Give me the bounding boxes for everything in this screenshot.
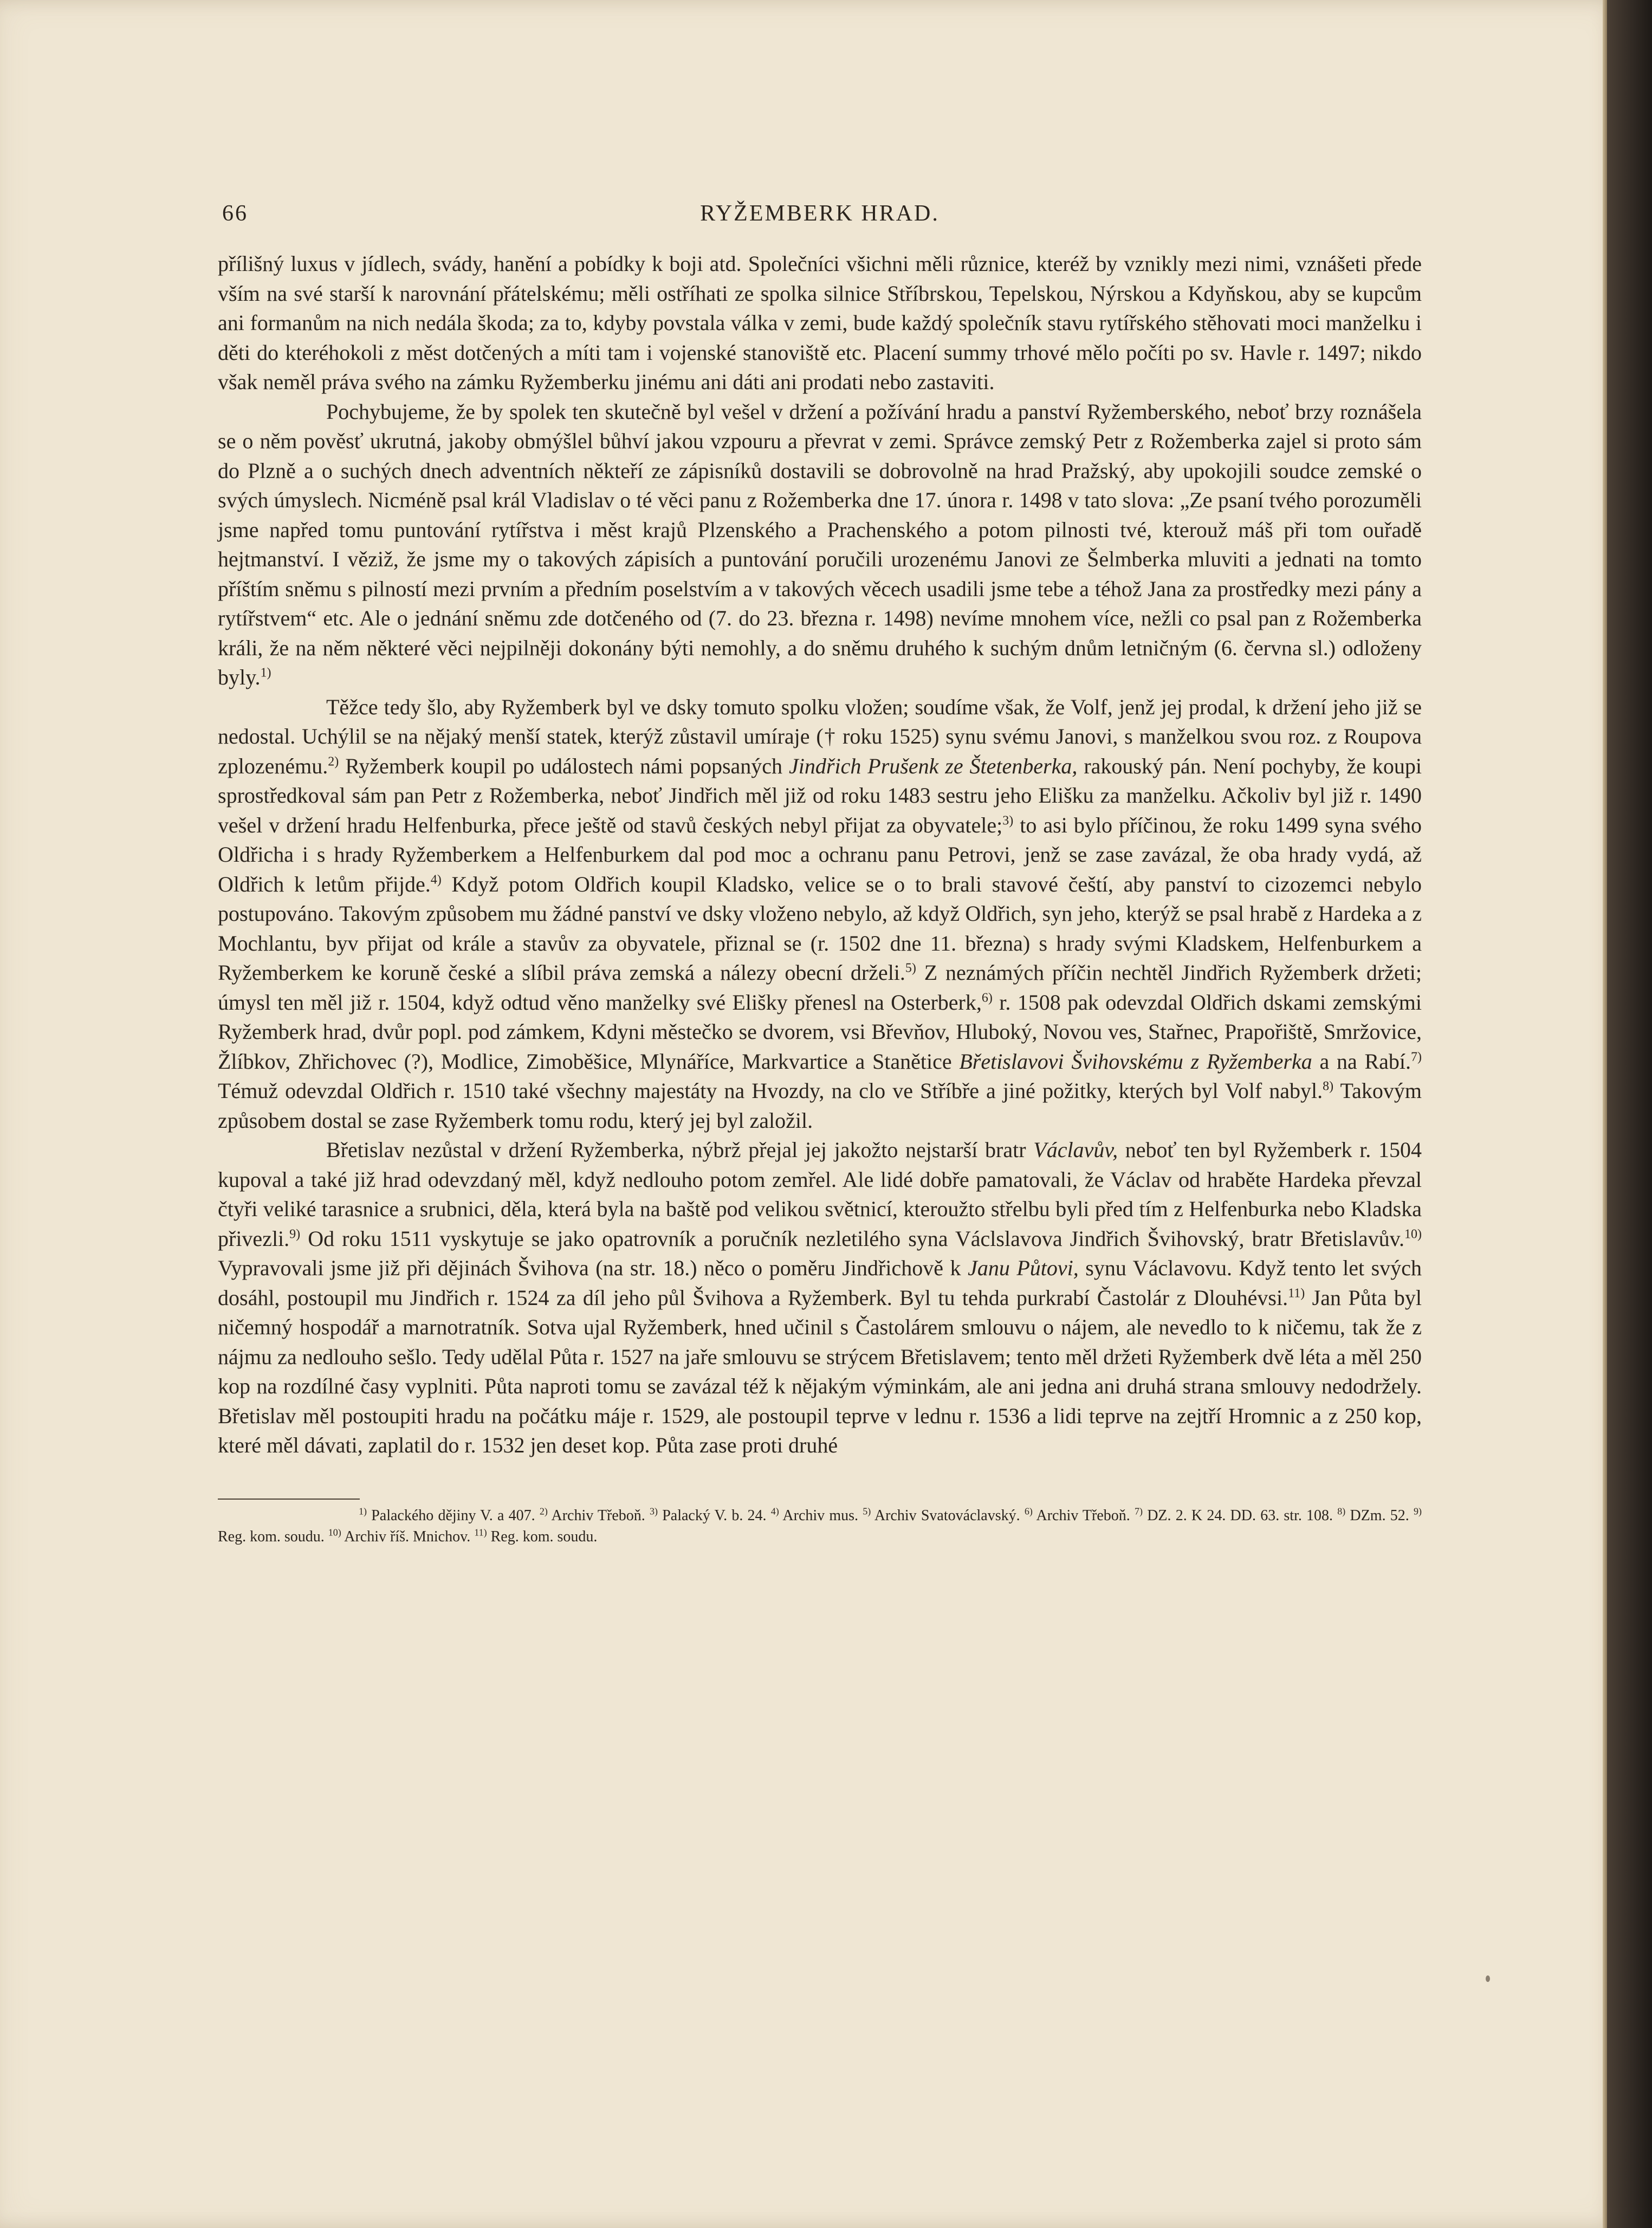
footnote-ref: 10) [1404, 1227, 1422, 1242]
footnote-number: 6) [1024, 1506, 1033, 1517]
text-run: a na Rabí. [1312, 1049, 1411, 1074]
text-run: to asi bylo příčinou, že roku 1499 syna svého Oldřicha i s hrady Ryžemberkem a Helfenburkem dal pod moc a ochranu panu Petrovi, jenž se zase zavázal, že oba hrady vydá, až Oldřich k letům přijde. [218, 812, 1422, 896]
text-run: Témuž odevzdal Oldřich r. 1510 také všechny majestáty na Hvozdy, na clo ve Stříbře a jiné požitky, kterých byl Volf nabyl. [218, 1079, 1323, 1103]
footnote-number: 1) [359, 1506, 367, 1517]
footnote [359, 1507, 540, 1524]
footnote-ref: 9) [289, 1227, 301, 1242]
footnote [474, 1528, 597, 1545]
italic-name: Václavův, [1033, 1138, 1118, 1162]
footnote [771, 1507, 863, 1524]
footnotes [218, 1505, 1422, 1547]
footnote [1337, 1507, 1414, 1524]
page-edge [1603, 0, 1607, 2228]
italic-name: Jindřich Prušenk ze Štetenberka, [789, 753, 1078, 778]
footnote-ref: 5) [905, 961, 916, 976]
footnote-ref: 11) [1288, 1286, 1305, 1301]
footnote-number: 3) [649, 1506, 658, 1517]
footnote-number: 9) [1413, 1506, 1422, 1517]
footnote-number: 8) [1337, 1506, 1346, 1517]
footnote [540, 1507, 650, 1524]
text-run: Od roku 1511 vyskytuje se jako opatrovník a poručník nezletilého syna Václslavova Jindřich Švihovský, bratr Břetislavův. [300, 1226, 1404, 1251]
footnote-number: 5) [863, 1506, 871, 1517]
footnote [650, 1507, 771, 1524]
text-run: Pochybujeme, že by spolek ten skutečně byl vešel v držení a požívání hradu a panství Ryžemberského, neboť brzy roznášela se o něm pověsť ukrutná, jakoby obmýšlel bůhví jakou vzpouru a převrat v zemi. Správce zemský Petr z Rožemberka zajel si proto sám do Plzně a o suchých dnech adventních někteří ze zápisníků dostavili se dobrovolně na hrad Pražský, aby upokojili soudce zemské o svých úmyslech. Nicméně psal král Vladislav o té věci panu z Rožemberka dne 17. února r. 1498 v tato slova: „Ze psaní tvého porozuměli jsme napřed tomu puntování rytířstva i měst krajů Plzenského a Prachenského a potom pilnosti tvé, kterouž máš při tom ouřadě hejtmanství. I věziž, že jsme my o takových zápisích a puntování poručili urozenému Janovi ze Šelmberka mluviti a jednati na tomto příštím sněmu s pilností mezi prvním a předním poselstvím a v takových věcech usadili jsme tebe a téhož Jana za prostředky mezi pány a rytířstvem“ etc. Ale o jednání sněmu zde dotčeného od (7. do 23. března r. 1498) nevíme mnohem více, nežli co psal pan z Rožemberka králi, že na něm některé věci nejpilněji dokonány býti nemohly, a do sněmu druhého k suchým dnům letničným (6. června sl.) odloženy byly. [218, 399, 1422, 689]
text-run: přílišný luxus v jídlech, svády, hanění a pobídky k boji atd. Společníci všichni měli různice, kteréž by vznikly mezi nimi, vznášeti přede vším na své starší k narovnání přátelskému; měli ostříhati ze spolka silnice Stříbrskou, Tepelskou, Nýrskou a Kdyňskou, aby se kupcům ani formanům na nich nedála škoda; za to, kdyby povstala válka v zemi, bude každý společník stavu rytířského stěhovati moci manželku i děti do kteréhokoli z měst dotčených a míti tam i vojenské stanoviště etc. Placení summy trhové mělo počíti po sv. Havle r. 1497; nikdo však neměl práva svého na zámku Ryžemberku jinému ani dáti ani prodati nebo zastaviti. [218, 251, 1422, 394]
text-run: Břetislav nezůstal v držení Ryžemberka, nýbrž přejal jej jakožto nejstarší bratr [326, 1138, 1034, 1162]
footnote-ref: 8) [1323, 1079, 1334, 1094]
footnote-text: DZ. 2. K 24. DD. 63. str. 108. [1142, 1507, 1338, 1524]
page-content [218, 201, 1422, 1547]
footnote-ref: 1) [260, 666, 271, 680]
italic-name: Janu Půtovi, [968, 1256, 1079, 1280]
text-run: Vypravovali jsme již při dějinách Švihova (na str. 18.) něco o poměru Jindřichově k [218, 1256, 968, 1280]
footnote-text: Archiv říš. Mnichov. [341, 1528, 475, 1545]
page-shadow [1607, 0, 1652, 2228]
footnote-number: 2) [539, 1506, 548, 1517]
paragraph [218, 249, 1422, 397]
paragraph [218, 1135, 1422, 1461]
footnote-text: Archiv Třeboň. [547, 1507, 650, 1524]
footnote [328, 1528, 475, 1545]
text-run: Z neznámých příčin nechtěl Jindřich Ryžemberk držeti; úmysl ten měl již r. 1504, když odtud věno manželky své Elišky přenesl na Osterberk, [218, 960, 1422, 1015]
text-run: Jan Půta byl ničemný hospodář a marnotratník. Sotva ujal Ryžemberk, hned učinil s Častolárem smlouvu o nájem, ale nevedlo to k ničemu, tak že z nájmu za nedlouho sešlo. Tedy udělal Půta r. 1527 na jaře smlouvu se strýcem Břetislavem; tento měl držeti Ryžemberk dvě léta a měl 250 kop na rozdílné časy vyplniti. Půta naproti tomu se zavázal též k nějakým výminkám, ale ani jedna ani druhá strana smlouvy nedodržely. Břetislav měl postoupiti hradu na počátku máje r. 1529, ale postoupil teprve v lednu r. 1536 a lidi teprve na zejtří Hromnic a z 250 kop, které měl dávati, zaplatil do r. 1532 jen deset kop. Půta zase proti druhé [218, 1285, 1422, 1457]
footnote-text: DZm. 52. [1345, 1507, 1414, 1524]
footnote-text: Archiv mus. [779, 1507, 863, 1524]
footnote [1025, 1507, 1135, 1524]
footnote [1135, 1507, 1337, 1524]
paragraph [218, 693, 1422, 1136]
footnote-number: 11) [474, 1527, 487, 1538]
footnote-text: Reg. kom. soudu. [218, 1528, 328, 1545]
footnote-number: 4) [770, 1506, 779, 1517]
text-run: Těžce tedy šlo, aby Ryžemberk byl ve dsky tomuto spolku vložen; soudíme však, že Volf, jenž jej prodal, k držení jeho již se nedostal. Uchýlil se na nějaký menší statek, kterýž zůstavil umíraje († roku 1525) synu svému Janovi, s manželkou svou roz. z Roupova zplozenému. [218, 694, 1422, 778]
footnote-number: 7) [1134, 1506, 1143, 1517]
text-run: neboť ten byl Ryžemberk r. 1504 kupoval a také již hrad odevzdaný měl, když nedlouho potom zemřel. Ale lidé dobře pamatovali, že Václav od hraběte Hardeka převzal čtyři veliké tarasnice a srubnici, děla, která byla na baště pod velikou světnicí, kteroužto střelbu byli před tím z Helfenburka nebo Kladska přivezli. [218, 1138, 1422, 1251]
footnote [863, 1507, 1025, 1524]
footnote-number: 10) [328, 1527, 341, 1538]
text-run: Když potom Oldřich koupil Kladsko, velice se o to brali stavové čeští, aby panství to cizozemci nebylo postupováno. Takovým způsobem mu žádné panství ve dsky vloženo nebylo, až když Oldřich, syn jeho, kterýž se psal hrabě z Hardeka a z Mochlantu, byv přijat od krále a stavův za obyvatele, přiznal se (r. 1502 dne 11. března) s hrady svými Kladskem, Helfenburkem a Ryžemberkem ke koruně české a slíbil práva zemská a nálezy obecní drželi. [218, 871, 1422, 985]
footnote-ref: 7) [1411, 1050, 1422, 1064]
paragraph [218, 397, 1422, 693]
text-run: synu Václavovu. Když tento let svých dosáhl, postoupil mu Jindřich r. 1524 za díl jeho půl Švihova a Ryžemberk. Byl tu tehda purkrabí Častolár z Dlouhévsi. [218, 1256, 1422, 1310]
text-run: Takovým způsobem dostal se zase Ryžemberk tomu rodu, který jej byl založil. [218, 1079, 1422, 1133]
footnote-text: Archiv Třeboň. [1032, 1507, 1135, 1524]
body-text [218, 249, 1422, 1461]
footnote-ref: 3) [1002, 813, 1014, 828]
footnote-ref: 4) [430, 873, 442, 887]
footnote-text: Palackého dějiny V. a 407. [367, 1507, 540, 1524]
running-title: RYŽEMBERK HRAD. [700, 201, 940, 226]
footnote-text: Archiv Svatováclavský. [871, 1507, 1025, 1524]
page-number: 66 [222, 201, 248, 226]
footnote-text: Palacký V. b. 24. [657, 1507, 771, 1524]
scan-speck [1486, 1975, 1490, 1982]
text-run: rakouský pán. Není pochyby, že koupi sprostředkoval sám pan Petr z Rožemberka, neboť Jindřich měl již od roku 1483 sestru jeho Elišku za manželku. Ačkoliv byl již r. 1490 vešel v držení hradu Helfenburka, přece ještě od stavů českých nebyl přijat za obyvatele; [218, 753, 1422, 837]
text-run: Ryžemberk koupil po událostech námi popsaných [339, 753, 789, 778]
footnote-ref: 6) [981, 991, 993, 1005]
italic-name: Břetislavovi Švihovskému z Ryžemberka [959, 1049, 1312, 1074]
footnote-text: Reg. kom. soudu. [487, 1528, 598, 1545]
footnote-divider [218, 1499, 360, 1500]
footnote-ref: 2) [328, 754, 339, 769]
text-run: r. 1508 pak odevzdal Oldřich dskami zemskými Ryžemberk hrad, dvůr popl. pod zámkem, Kdyni městečko se dvorem, vsi Břevňov, Hluboký, Novou ves, Stařnec, Prapořiště, Smržovice, Žlíbkov, Zhřichovec (?), Modlice, Zimoběšice, Mlynáříce, Markvartice a Stanětice [218, 990, 1422, 1074]
running-header [218, 201, 1422, 249]
